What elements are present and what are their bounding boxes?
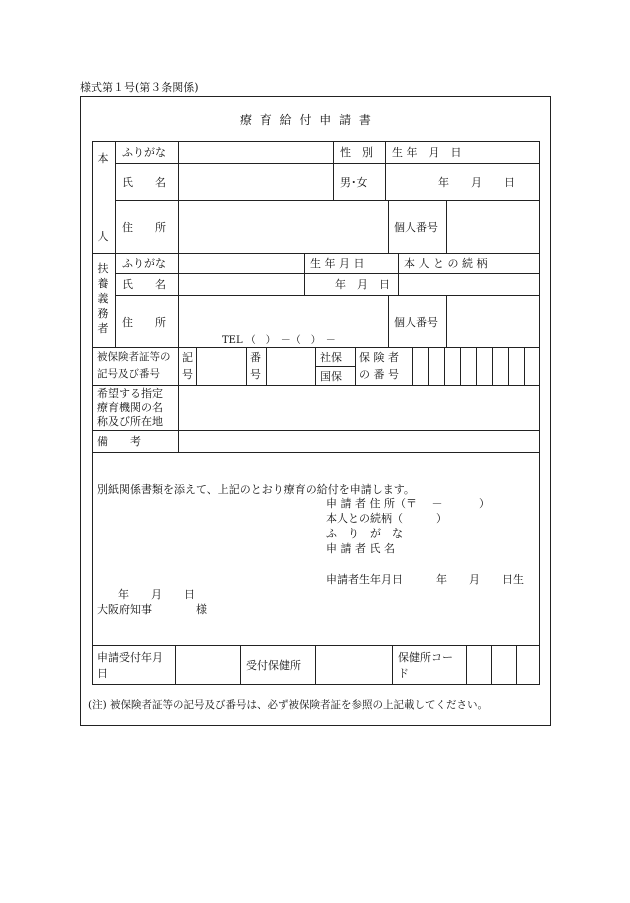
patient-furigana-label: ふりがな [122,146,166,159]
patient-personal-number-label: 個人番号 [394,221,438,234]
reception-office-field[interactable] [316,646,391,684]
guardian-furigana-field[interactable] [179,254,303,272]
applicant-name-field[interactable]: 申 請 者 氏 名 [326,542,395,555]
patient-side-label-top: 本 [97,152,109,165]
institution-label-line3: 称及び所在地 [97,415,163,428]
applicant-address-field[interactable]: 申 請 者 住 所（〒 － ） [326,497,490,510]
insurance-symbol-label-bottom: 号 [182,368,193,381]
insurance-number-field[interactable] [267,348,314,384]
insurance-number-label-top: 番 [250,351,261,364]
institution-label-line2: 療育機関の名 [97,401,163,414]
guardian-name-label: 氏 名 [122,278,166,291]
reception-date-label-line1: 申請受付年月 [97,651,163,664]
guardian-birth-field[interactable]: 年 月 日 [335,278,390,291]
guardian-personal-number-label: 個人番号 [394,316,438,329]
reception-date-field[interactable] [176,646,239,684]
insurance-label-line1: 被保険者証等の [97,351,171,363]
patient-furigana-field[interactable] [179,142,332,162]
guardian-address-field[interactable] [179,296,387,330]
guardian-tel-field[interactable]: TEL （ ） －（ ） － [222,335,336,346]
reception-office-label: 受付保健所 [246,659,301,672]
insurer-number-label-bottom: の 番 号 [359,368,399,381]
guardian-personal-number-field[interactable] [447,296,539,346]
patient-address-label: 住 所 [122,221,166,234]
insurer-number-label-top: 保 険 者 [359,351,399,364]
applicant-birth-field[interactable]: 申請者生年月日 年 月 日生 [326,573,524,586]
insurance-label-line2: 記号及び番号 [97,368,160,380]
application-statement: 別紙関係書類を添えて、上記のとおり療育の給付を申請します。 [97,483,415,496]
addressee: 大阪府知事 様 [97,603,207,616]
form-title: 療 育 給 付 申 請 書 [240,113,373,127]
insurance-symbol-field[interactable] [197,348,245,384]
insurer-number-boxes[interactable] [413,348,539,384]
guardian-relation-field[interactable] [399,274,539,294]
applicant-furigana-field[interactable]: ふ り が な [326,527,403,540]
institution-label-line1: 希望する指定 [97,387,163,400]
guardian-side-label-1: 扶 [97,262,109,275]
patient-birth-header: 生 年 月 日 [392,146,462,159]
reception-date-label-line2: 日 [97,667,108,680]
guardian-side-label-3: 義 [97,292,109,305]
patient-side-label-bottom: 人 [97,230,109,243]
office-code-label-line1: 保健所コー [398,651,453,664]
insurance-social-option[interactable]: 社保 [320,351,342,364]
remarks-label: 備 考 [97,435,141,448]
patient-name-label: 氏 名 [122,176,166,189]
guardian-side-label-2: 養 [97,277,109,290]
guardian-relation-header: 本 人 と の 続 柄 [404,257,488,270]
patient-birth-field[interactable]: 年 月 日 [438,176,515,189]
insurance-number-label-bottom: 号 [250,368,261,381]
patient-gender-options[interactable]: 男･女 [340,176,368,189]
insurance-symbol-label-top: 記 [182,351,193,364]
guardian-side-label-5: 者 [97,322,109,335]
application-date-field[interactable]: 年 月 日 [118,588,195,601]
patient-address-field[interactable] [179,201,387,252]
remarks-field[interactable] [179,431,539,451]
institution-field[interactable] [179,386,539,429]
insurance-national-option[interactable]: 国保 [320,370,342,383]
guardian-address-label: 住 所 [122,316,166,329]
guardian-furigana-label: ふりがな [122,257,166,270]
patient-personal-number-field[interactable] [447,201,539,252]
guardian-name-field[interactable] [179,274,303,294]
patient-name-field[interactable] [179,164,332,199]
guardian-side-label-4: 務 [97,307,109,320]
patient-gender-label: 性 別 [340,146,373,159]
applicant-relation-field[interactable]: 本人との続柄（ ） [326,512,447,525]
guardian-birth-header: 生 年 月 日 [310,257,365,270]
footnote: (注) 被保険者証等の記号及び番号は、必ず被保険者証を参照の上記載してください。 [88,699,489,711]
office-code-boxes[interactable] [467,646,539,684]
form-id: 様式第１号(第３条関係) [80,81,199,94]
office-code-label-line2: ド [398,667,409,680]
